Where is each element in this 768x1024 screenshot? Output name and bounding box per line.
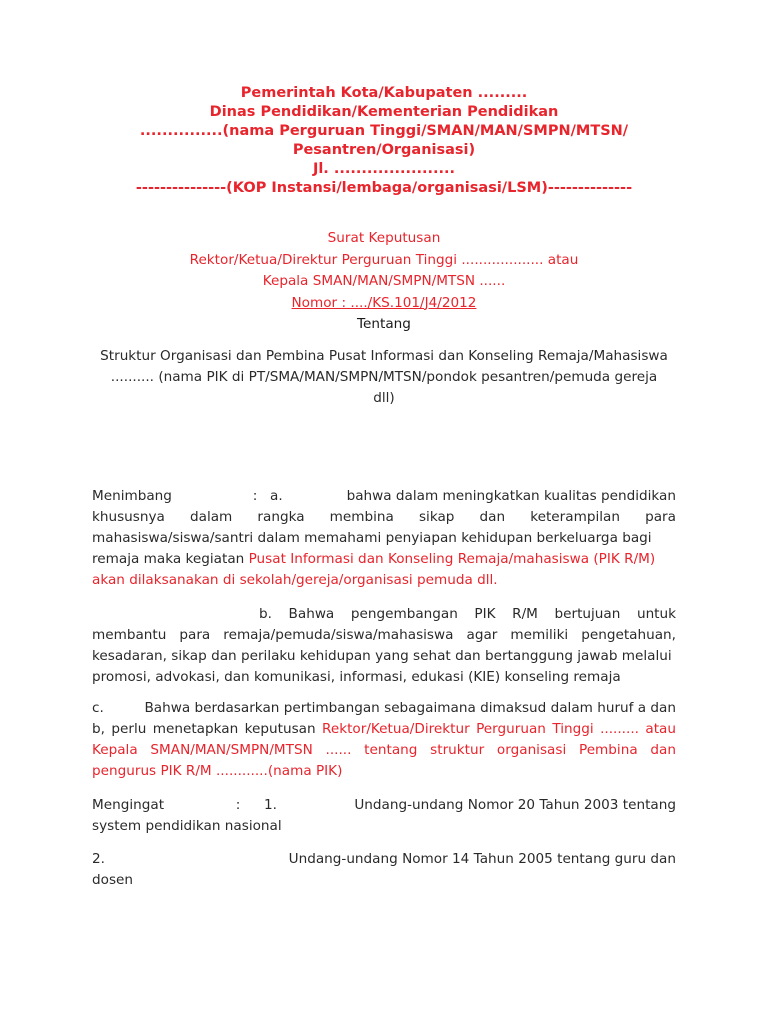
letterhead: [92, 84, 676, 198]
mengingat-num-1: 1.: [264, 797, 277, 813]
point-c-section: [92, 698, 676, 782]
letterhead-address: Jl. ......................: [312, 161, 456, 177]
mengingat-item-2-text: Undang-undang Nomor 14 Tahun 2005 tentang guru dan: [288, 851, 676, 867]
menimbang-colon: :: [252, 488, 258, 504]
point-c-line-2: [92, 719, 676, 740]
point-a-line-2-word: khususnya: [92, 509, 165, 525]
point-c-line-2-plain: b, perlu menetapkan keputusan: [92, 721, 323, 737]
point-a-line-4: [92, 549, 676, 570]
point-b-section: [92, 604, 676, 688]
mengingat-item-2: [92, 849, 676, 891]
point-a-pik-name: Pusat Informasi dan Konseling Remaja/mahasiswa (PIK R/M): [248, 551, 656, 567]
point-a-line-2-word: membina: [329, 509, 394, 525]
menimbang-label: Menimbang: [92, 488, 172, 504]
mengingat-num-2: 2.: [92, 851, 105, 867]
mengingat-item-2-line-1: [92, 849, 676, 870]
menimbang-line-1: [92, 486, 676, 507]
point-a-line-5: akan dilaksanakan di sekolah/gereja/organisasi pemuda dll.: [92, 572, 498, 588]
letterhead-government: Pemerintah Kota/Kabupaten .........: [240, 85, 528, 101]
point-a-line-2-word: dan: [479, 509, 506, 525]
decree-subject: [92, 346, 676, 409]
point-c-line-4: pengurus PIK R/M ............(nama PIK): [92, 763, 343, 779]
mengingat-section: [92, 795, 676, 837]
letterhead-kop: ---------------(KOP Instansi/lembaga/organisasi/LSM)--------------: [135, 180, 633, 196]
mengingat-line-1: [92, 795, 676, 816]
letterhead-institution: ...............(nama Perguruan Tinggi/SMAN/MAN/SMPN/MTSN/: [139, 123, 629, 139]
point-a-line-2-word: para: [645, 509, 676, 525]
decree-number: Nomor : ..../KS.101/J4/2012: [291, 294, 477, 311]
point-c-issuer: Rektor/Ketua/Direktur Perguruan Tinggi ......... atau: [322, 721, 676, 737]
point-a-line-2-word: sikap: [418, 509, 455, 525]
point-a-line-2-word: keterampilan: [530, 509, 620, 525]
point-c-label: c.: [92, 700, 104, 716]
point-c-line-3: Kepala SMAN/MAN/SMPN/MTSN ...... tentang struktur organisasi Pembina dan: [92, 742, 676, 758]
point-c-line-1: [92, 698, 676, 719]
point-b-line-2: membantu para remaja/pemuda/siswa/mahasiswa agar memiliki pengetahuan,: [92, 627, 676, 643]
point-b-line-1: b. Bahwa pengembangan PIK R/M bertujuan untuk: [259, 606, 676, 622]
mengingat-label: Mengingat: [92, 797, 165, 813]
subject-line-1: Struktur Organisasi dan Pembina Pusat Informasi dan Konseling Remaja/Mahasiswa: [100, 348, 668, 364]
point-a-line-1: bahwa dalam meningkatkan kualitas pendidikan: [346, 488, 676, 504]
decree-tentang: Tentang: [357, 316, 411, 332]
point-a-line-2: [92, 507, 676, 528]
decree-heading: [92, 228, 676, 336]
point-a-line-2-word: dalam: [189, 509, 233, 525]
point-c-line-1-text: Bahwa berdasarkan pertimbangan sebagaimana dimaksud dalam huruf a dan: [144, 700, 676, 716]
point-b-line-3: kesadaran, sikap dan perilaku kehidupan yang sehat dan bertanggung jawab melalui: [92, 648, 672, 664]
letterhead-agency: Dinas Pendidikan/Kementerian Pendidikan: [209, 104, 559, 120]
point-a-line-2-word: rangka: [257, 509, 305, 525]
mengingat-item-1-line-2: system pendidikan nasional: [92, 818, 282, 834]
subject-line-3: dll): [373, 390, 395, 406]
menimbang-section: [92, 486, 676, 591]
mengingat-colon: :: [235, 797, 241, 813]
menimbang-point-a: a.: [270, 488, 283, 504]
subject-line-2: .......... (nama PIK di PT/SMA/MAN/SMPN/MTSN/pondok pesantren/pemuda gereja: [110, 369, 658, 385]
point-a-line-3: mahasiswa/siswa/santri dalam memahami penyiapan kehidupan berkeluarga bagi: [92, 530, 652, 546]
point-a-line-4-plain: remaja maka kegiatan: [92, 551, 249, 567]
point-b-line-4: promosi, advokasi, dan komunikasi, informasi, edukasi (KIE) konseling remaja: [92, 669, 621, 685]
decree-issuer: Rektor/Ketua/Direktur Perguruan Tinggi ................... atau: [189, 251, 579, 268]
decree-issuer-alt: Kepala SMAN/MAN/SMPN/MTSN ......: [262, 273, 506, 289]
mengingat-item-1-line-1: Undang-undang Nomor 20 Tahun 2003 tentang: [354, 797, 676, 813]
letterhead-institution-cont: Pesantren/Organisasi): [292, 142, 476, 158]
mengingat-item-2-line-2: dosen: [92, 872, 134, 888]
decree-title: Surat Keputusan: [327, 230, 441, 246]
